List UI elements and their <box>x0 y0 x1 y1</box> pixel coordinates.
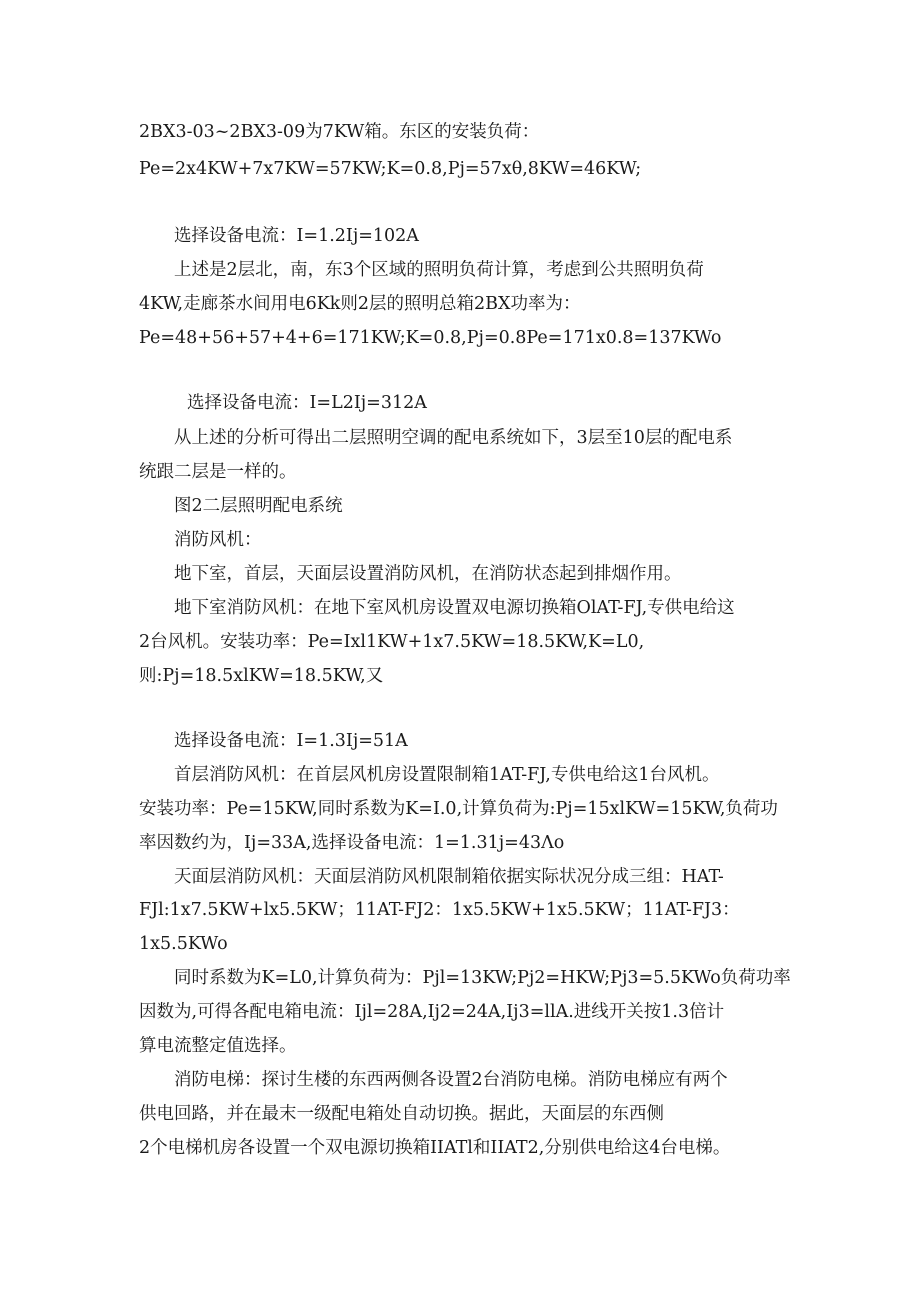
text-line: 同时系数为K=L0,计算负荷为：Pjl=13KW;Pj2=HKW;Pj3=5.5KWo负荷功率 <box>174 968 791 988</box>
text-line: 首层消防风机：在首层风机房设置限制箱1AT-FJ,专供电给这1台风机。 <box>174 765 720 785</box>
text-line: 选择设备电流：I=1.3Ij=51A <box>174 731 408 751</box>
text-line: 安装功率：Pe=15KW,同时系数为K=I.0,计算负荷为:Pj=15xlKW=15KW,负荷功 <box>139 799 778 819</box>
figure-caption: 图2二层照明配电系统 <box>174 496 343 516</box>
text-line: 2BX3-03~2BX3-09为7KW箱。东区的安装负荷： <box>139 122 540 142</box>
text-line: 选择设备电流：I=1.2Ij=102A <box>174 226 419 246</box>
text-line: 消防电梯：探讨生楼的东西两侧各设置2台消防电梯。消防电梯应有两个 <box>174 1070 728 1090</box>
text-line: Pe=2x4KW+7x7KW=57KW;K=0.8,Pj=57xθ,8KW=46KW; <box>139 159 642 179</box>
text-line: 天面层消防风机：天面层消防风机限制箱依据实际状况分成三组：HAT- <box>174 867 724 887</box>
text-line: FJl:1x7.5KW+lx5.5KW；11AT-FJ2：1x5.5KW+1x5.5KW；11AT-FJ3： <box>139 900 740 920</box>
section-heading: 消防风机： <box>174 530 262 550</box>
text-line: 4KW,走廊茶水间用电6Kk则2层的照明总箱2BX功率为： <box>139 294 581 314</box>
text-line: 则:Pj=18.5xlKW=18.5KW,又 <box>139 666 384 686</box>
text-line: 统跟二层是一样的。 <box>139 462 297 482</box>
text-line: 选择设备电流：I=L2Ij=312A <box>187 393 427 413</box>
text-line: 1x5.5KWo <box>139 934 228 954</box>
text-line: 地下室消防风机：在地下室风机房设置双电源切换箱OlAT-FJ,专供电给这 <box>174 598 735 618</box>
text-line: 地下室，首层，天面层设置消防风机，在消防状态起到排烟作用。 <box>174 564 682 584</box>
text-line: Pe=48+56+57+4+6=171KW;K=0.8,Pj=0.8Pe=171x0.8=137KWo <box>139 328 722 348</box>
text-line: 因数为,可得各配电箱电流：Ijl=28A,Ij2=24A,Ij3=llA.进线开关按1.3倍计 <box>139 1002 725 1022</box>
text-line: 上述是2层北，南，东3个区域的照明负荷计算，考虑到公共照明负荷 <box>174 260 704 280</box>
text-line: 从上述的分析可得出二层照明空调的配电系统如下，3层至10层的配电系 <box>174 428 733 448</box>
text-line: 供电回路，并在最末一级配电箱处自动切换。据此，天面层的东西侧 <box>139 1104 664 1124</box>
text-line: 算电流整定值选择。 <box>139 1036 297 1056</box>
text-line: 2台风机。安装功率：Pe=Ixl1KW+1x7.5KW=18.5KW,K=L0, <box>139 632 645 652</box>
text-line: 率因数约为，Ij=33A,选择设备电流：1=1.31j=43Λo <box>139 833 565 853</box>
text-line: 2个电梯机房各设置一个双电源切换箱IIATl和IIAT2,分别供电给这4台电梯。 <box>139 1138 731 1158</box>
